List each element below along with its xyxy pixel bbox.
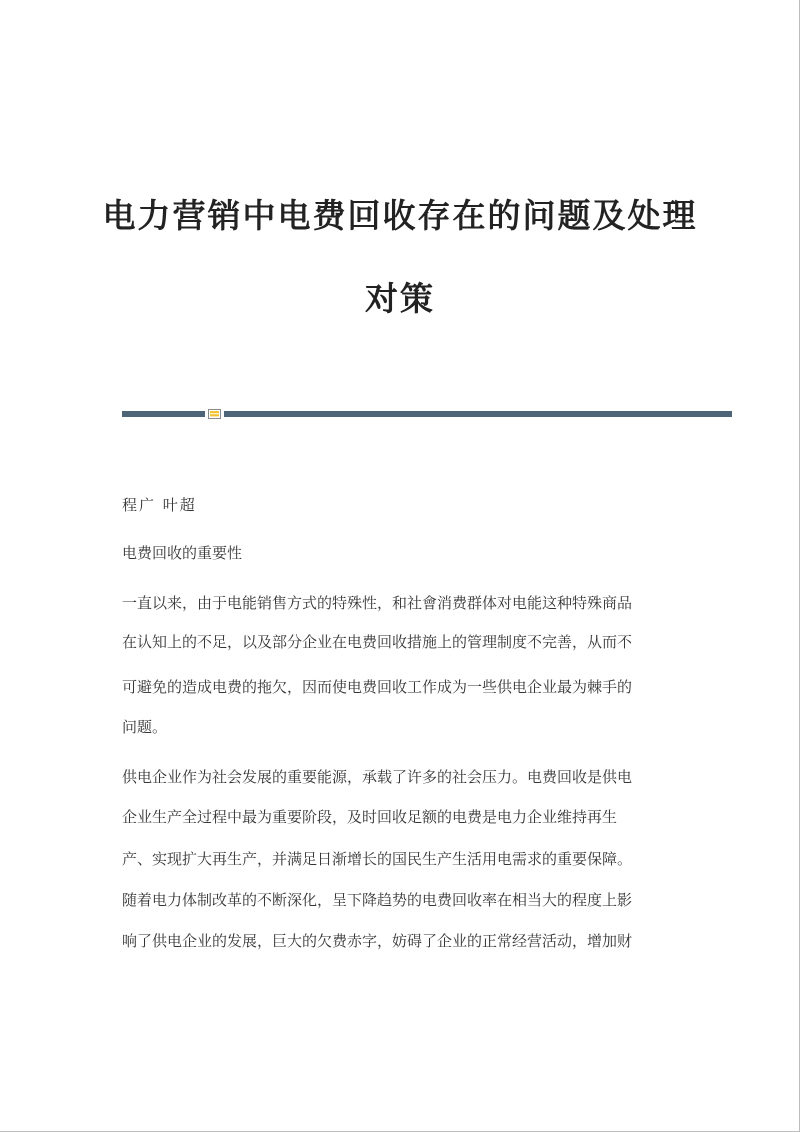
- author-names: 程广 叶超: [122, 496, 197, 514]
- paragraph-line: 在认知上的不足，以及部分企业在电费回收措施上的管理制度不完善，从而不: [122, 633, 633, 651]
- paragraph-line: 随着电力体制改革的不断深化，呈下降趋势的电费回收率在相当大的程度上影: [122, 891, 633, 909]
- title-divider: [122, 408, 732, 420]
- divider-bar-right: [224, 411, 732, 417]
- paragraph-line: 供电企业作为社会发展的重要能源，承载了许多的社会压力。电费回收是供电: [122, 768, 633, 786]
- document-ornament-icon: [208, 408, 221, 420]
- paragraph-line: 可避免的造成电费的拖欠，因而使电费回收工作成为一些供电企业最为棘手的: [122, 678, 633, 696]
- paragraph-line: 一直以来，由于电能销售方式的特殊性，和社會消费群体对电能这种特殊商品: [122, 594, 633, 612]
- paragraph-line: 产、实现扩大再生产，并满足日渐增长的国民生产生活用电需求的重要保障。: [122, 850, 633, 868]
- paragraph-line: 企业生产全过程中最为重要阶段，及时回收足额的电费是电力企业维持再生: [122, 808, 618, 826]
- section-heading: 电费回收的重要性: [122, 544, 243, 562]
- paragraph-line: 问题。: [122, 718, 168, 736]
- title-line-2: 对策: [365, 279, 435, 318]
- title-line-1: 电力营销中电费回收存在的问题及处理: [102, 196, 698, 235]
- divider-bar-left: [122, 411, 205, 417]
- paragraph-line: 响了供电企业的发展，巨大的欠费赤字，妨碍了企业的正常经营活动，增加财: [122, 932, 633, 950]
